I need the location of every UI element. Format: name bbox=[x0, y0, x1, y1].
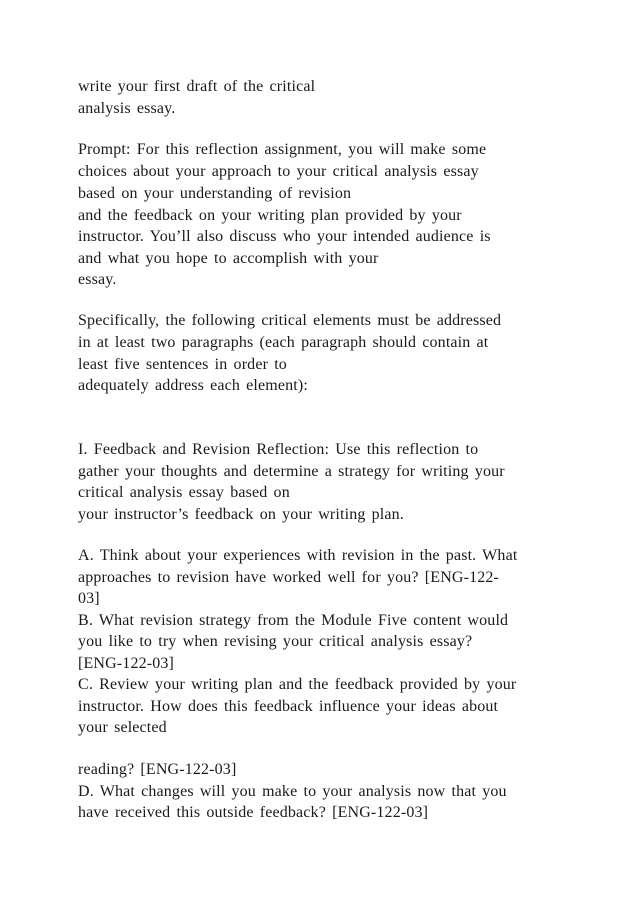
text-line: choices about your approach to your critical analysis essay bbox=[78, 163, 479, 180]
text-line: your selected bbox=[78, 719, 167, 736]
text-line: critical analysis essay based on bbox=[78, 484, 290, 501]
text-line: instructor. How does this feedback influence your ideas about bbox=[78, 698, 499, 715]
text-line: you like to try when revising your critical analysis essay? bbox=[78, 633, 473, 650]
text-line: your instructor’s feedback on your writing plan. bbox=[78, 506, 404, 523]
text-line: have received this outside feedback? [ENG-122-03] bbox=[78, 804, 429, 821]
text-line: and the feedback on your writing plan provided by your bbox=[78, 207, 462, 224]
text-line: approaches to revision have worked well for you? [ENG-122- bbox=[78, 569, 500, 586]
text-line: write your first draft of the critical bbox=[78, 78, 316, 95]
text-line: D. What changes will you make to your analysis now that you bbox=[78, 783, 507, 800]
text-line: A. Think about your experiences with revision in the past. What bbox=[78, 547, 518, 564]
text-line: least five sentences in order to bbox=[78, 356, 287, 373]
text-line: analysis essay. bbox=[78, 100, 176, 117]
text-line: essay. bbox=[78, 271, 117, 288]
text-line: instructor. You’ll also discuss who your intended audience is bbox=[78, 228, 491, 245]
text-line: Prompt: For this reflection assignment, you will make some bbox=[78, 141, 487, 158]
text-line: reading? [ENG-122-03] bbox=[78, 761, 237, 778]
text-line: B. What revision strategy from the Module Five content would bbox=[78, 612, 509, 629]
text-line: and what you hope to accomplish with your bbox=[78, 250, 379, 267]
text-line: gather your thoughts and determine a strategy for writing your bbox=[78, 463, 505, 480]
text-line: I. Feedback and Revision Reflection: Use this reflection to bbox=[78, 441, 479, 458]
text-line: 03] bbox=[78, 590, 100, 607]
text-line: in at least two paragraphs (each paragraph should contain at bbox=[78, 334, 489, 351]
text-line: Specifically, the following critical elements must be addressed bbox=[78, 312, 502, 329]
text-line: based on your understanding of revision bbox=[78, 185, 352, 202]
text-line: [ENG-122-03] bbox=[78, 655, 174, 672]
text-line: C. Review your writing plan and the feedback provided by your bbox=[78, 676, 517, 693]
text-line: adequately address each element): bbox=[78, 377, 308, 394]
